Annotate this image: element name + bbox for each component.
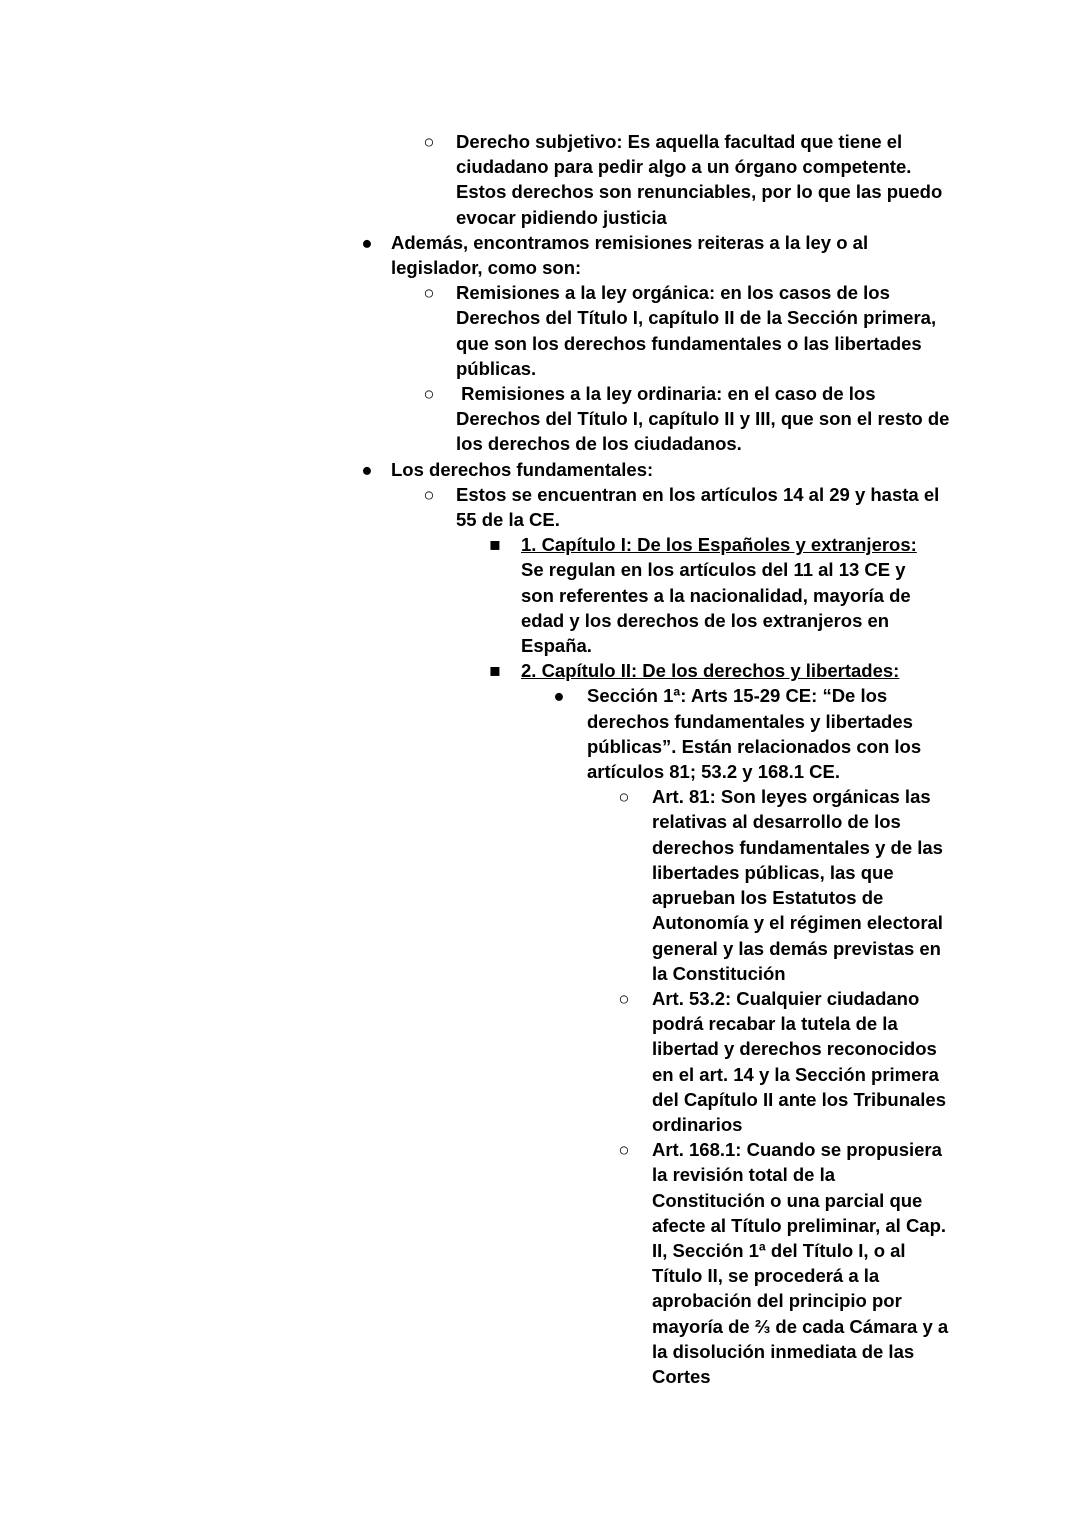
list-item-derecho-subjetivo bbox=[0, 129, 1080, 230]
list-item-ademas bbox=[0, 230, 1080, 280]
capitulo-1-body: Se regulan en los artículos del 11 al 13 CE y son referentes a la nacionalidad, mayoría de edad y los derechos de los extranjeros en España. bbox=[521, 559, 911, 657]
item-text: Art. 53.2: Cualquier ciudadano podrá recabar la tutela de la libertad y derechos reconocidos en el art. 14 y la Sección primera del Capítulo II ante los Tribunales ordinarios bbox=[652, 987, 946, 1135]
list-item-seccion-1 bbox=[0, 683, 1080, 784]
item-text: Remisiones a la ley ordinaria: en el caso de los Derechos del Título I, capítulo II y III, que son el resto de los derechos de los ciudadanos. bbox=[456, 383, 955, 455]
circle-bullet-icon: ○ bbox=[618, 987, 630, 1009]
disc-bullet-icon: ● bbox=[553, 685, 565, 707]
item-text bbox=[521, 658, 941, 683]
document-page bbox=[0, 129, 1080, 1389]
circle-bullet-icon: ○ bbox=[423, 383, 435, 405]
item-text: Sección 1ª: Arts 15-29 CE: “De los derechos fundamentales y libertades públicas”. Están relacionados con los artículos 81; 53.2 y 168.1 CE. bbox=[587, 685, 922, 783]
item-text: Remisiones a la ley orgánica: en los casos de los Derechos del Título I, capítulo II de la Sección primera, que son los derechos fundamentales o las libertades públicas. bbox=[456, 282, 937, 379]
list-item-remisiones-organica bbox=[0, 280, 1080, 381]
item-text bbox=[521, 532, 941, 658]
circle-bullet-icon: ○ bbox=[423, 131, 435, 152]
item-text: Los derechos fundamentales: bbox=[391, 458, 654, 480]
circle-bullet-icon: ○ bbox=[618, 1139, 630, 1161]
disc-bullet-icon: ● bbox=[361, 458, 373, 480]
item-text: Estos se encuentran en los artículos 14 al 29 y hasta el 55 de la CE. bbox=[456, 483, 940, 531]
list-item-estos-se-encuentran bbox=[0, 482, 1080, 532]
list-item-capitulo-1 bbox=[0, 532, 1080, 658]
disc-bullet-icon: ● bbox=[361, 231, 373, 253]
item-text: Art. 81: Son leyes orgánicas las relativas al desarrollo de los derechos fundamentales y de las libertades públicas, las que aprueban los Estatutos de Autonomía y el régimen electoral general y las demás previstas en la Constitución bbox=[652, 786, 943, 984]
circle-bullet-icon: ○ bbox=[618, 786, 630, 808]
list-item-derechos-fundamentales bbox=[0, 457, 1080, 482]
list-item-capitulo-2 bbox=[0, 658, 1080, 683]
square-bullet-icon: ■ bbox=[489, 660, 501, 682]
capitulo-2-heading: 2. Capítulo II: De los derechos y libertades: bbox=[521, 660, 900, 682]
square-bullet-icon: ■ bbox=[489, 534, 501, 556]
list-item-remisiones-ordinaria bbox=[0, 381, 1080, 457]
capitulo-1-heading: 1. Capítulo I: De los Españoles y extranjeros: bbox=[521, 534, 917, 556]
item-text: Derecho subjetivo: Es aquella facultad que tiene el ciudadano para pedir algo a un órgano competente. Estos derechos son renunciables, por lo que las puedo evocar pidiendo justicia bbox=[456, 131, 943, 228]
item-text: Además, encontramos remisiones reiteras a la ley o al legislador, como son: bbox=[391, 231, 869, 279]
item-text: Art. 168.1: Cuando se propusiera la revisión total de la Constitución o una parcial que afecte al Título preliminar, al Cap. II, Sección 1ª del Título I, o al Título II, se procederá a la aprobación del principio por mayoría de ⅔ de cada Cámara y a la disolución inmediata de las Cortes bbox=[652, 1139, 949, 1387]
list-item-art-81 bbox=[0, 784, 1080, 986]
list-item-art-53-2 bbox=[0, 986, 1080, 1137]
circle-bullet-icon: ○ bbox=[423, 483, 435, 505]
list-item-art-168-1 bbox=[0, 1137, 1080, 1389]
circle-bullet-icon: ○ bbox=[423, 282, 435, 304]
